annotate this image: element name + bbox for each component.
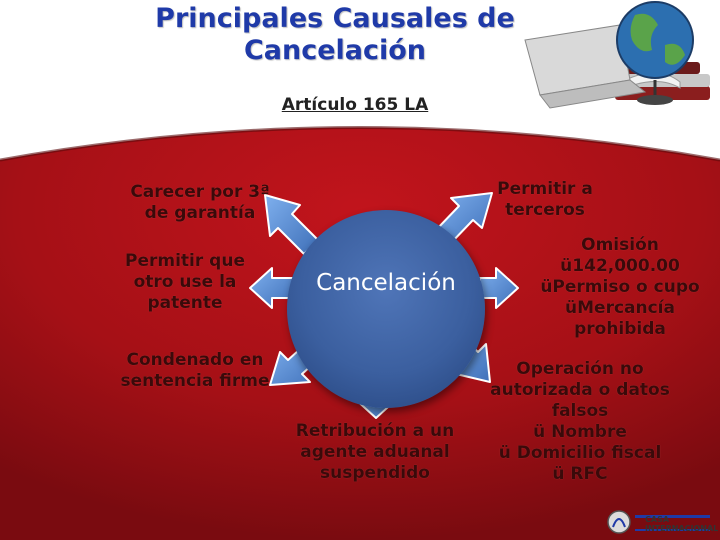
title-line-1: Principales Causales de: [155, 3, 515, 34]
arrow-right: [480, 268, 518, 308]
cause-condenado: [100, 350, 290, 392]
cause-operacion: [470, 359, 690, 485]
cause-condenado-line-1: Condenado en: [126, 350, 264, 370]
cause-terceros-line-2: terceros: [505, 200, 585, 220]
center-circle: [287, 210, 485, 408]
subtitle: Artículo 165 LA: [281, 95, 429, 115]
cause-permitir-patente: [100, 251, 270, 314]
cause-patente-line-1: Permitir que: [125, 251, 245, 271]
cause-operacion-line-2: autorizada o datos: [490, 380, 670, 400]
cause-operacion-line-3: falsos: [551, 401, 609, 421]
cause-retribucion-line-1: Retribución a un: [295, 421, 455, 441]
cause-operacion-item-2: ü Domicilio fiscal: [498, 443, 662, 463]
cause-retribucion: [280, 421, 470, 484]
center-label: Cancelación: [316, 270, 456, 296]
cause-carecer-garantia: [110, 182, 290, 224]
cause-operacion-item-1: ü Nombre: [533, 422, 627, 442]
check-icon: ü: [552, 464, 565, 484]
cause-condenado-line-2: sentencia firme: [120, 371, 270, 391]
cause-retribucion-line-2: agente aduanal: [300, 442, 450, 462]
cause-operacion-line-1: Operación no: [516, 359, 644, 379]
check-icon: ü: [560, 256, 573, 276]
cause-terceros-line-1: Permitir a: [497, 179, 593, 199]
cause-omision-tail: prohibida: [574, 319, 666, 339]
check-icon: ü: [565, 298, 578, 318]
cause-omision-item-2: üPermiso o cupo: [540, 277, 700, 297]
cause-omision-item-3: üMercancía: [565, 298, 675, 318]
cause-carecer-line-2: de garantía: [144, 203, 256, 223]
logo-text: CASA INTERNACIONAL: [645, 515, 719, 533]
cause-carecer-line-1: Carecer por 3ª: [130, 182, 270, 202]
cause-patente-line-2: otro use la: [133, 272, 237, 292]
cause-patente-line-3: patente: [147, 293, 223, 313]
cause-retribucion-line-3: suspendido: [320, 463, 430, 483]
cause-permitir-terceros: [455, 179, 635, 221]
cause-omision-item-1: ü142,000.00: [560, 256, 680, 276]
cause-omision-title: Omisión: [581, 235, 659, 255]
check-icon: ü: [533, 422, 546, 442]
check-icon: ü: [540, 277, 553, 297]
check-icon: ü: [498, 443, 511, 463]
cause-operacion-item-3: ü RFC: [552, 464, 608, 484]
title-line-2: Cancelación: [243, 35, 427, 66]
cause-omision: [520, 235, 720, 340]
